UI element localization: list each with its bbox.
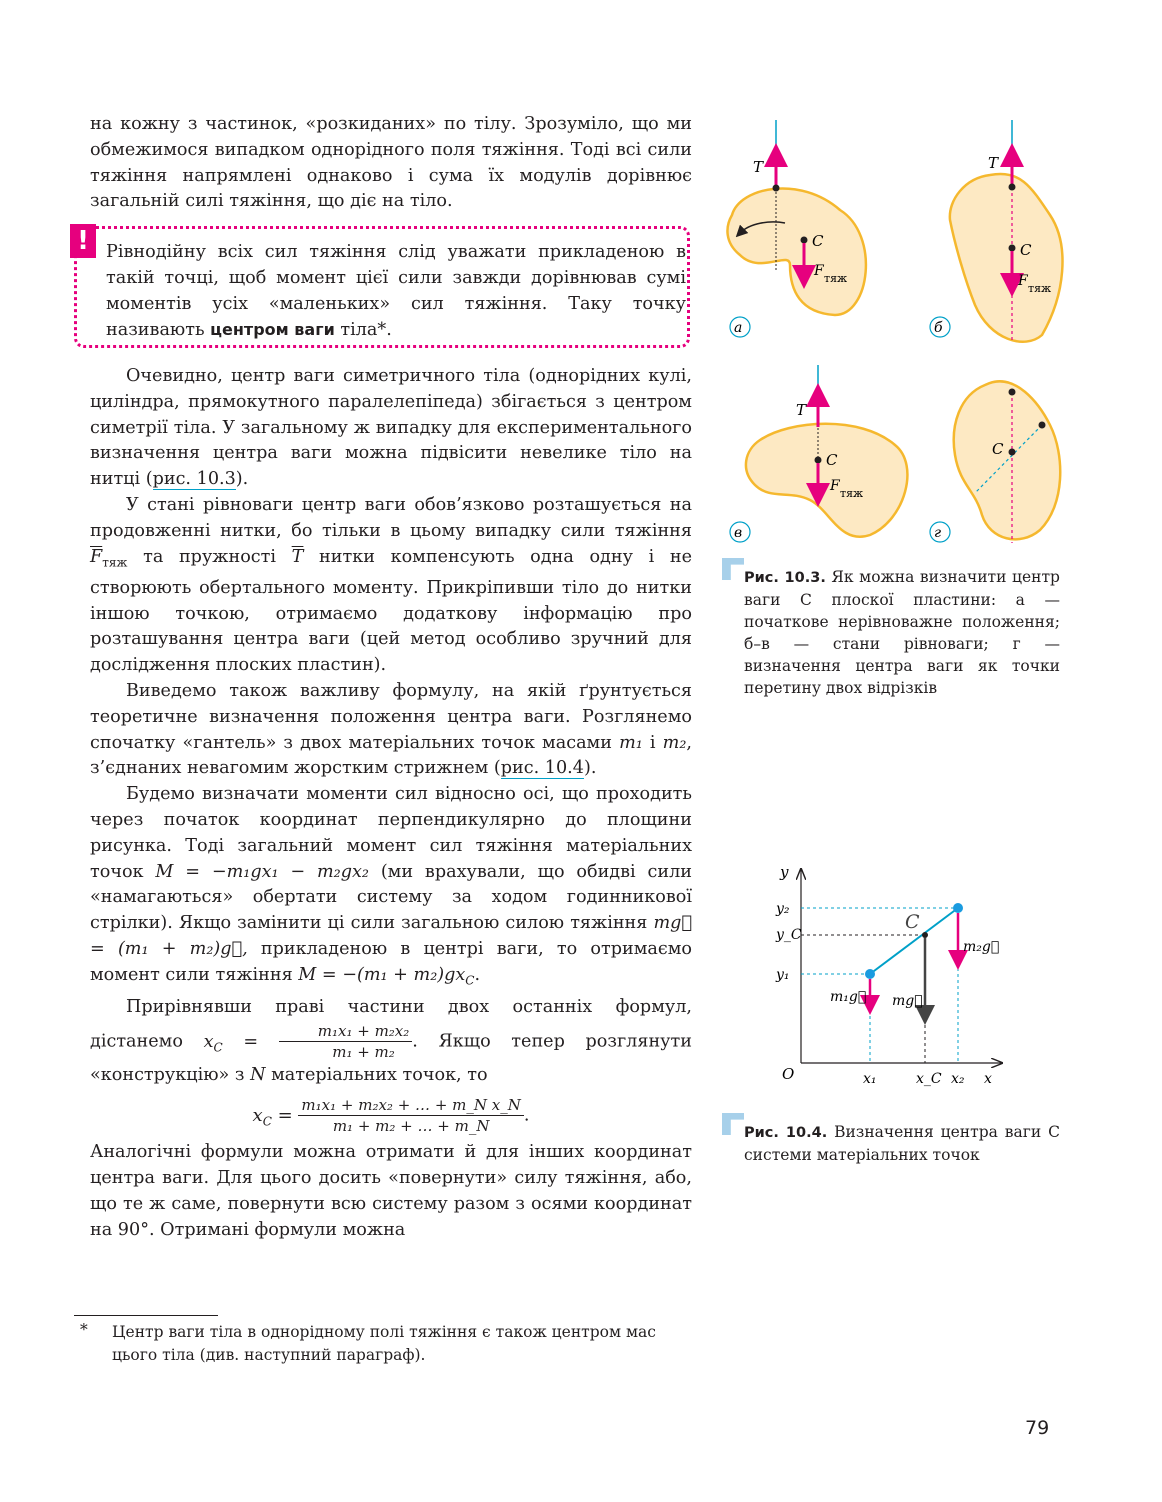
svg-text:T: T xyxy=(988,154,999,172)
formula-moment-total: $M = -(m_1 + m_2)gx_C$ xyxy=(298,964,475,988)
svg-text:O: O xyxy=(782,1065,795,1083)
svg-text:C: C xyxy=(1020,241,1032,259)
svg-text:C: C xyxy=(992,440,1004,458)
rule-text: Рівнодійну всіх сил тяжіння слід уважати прикладеною в такій точці, щоб момент цієї сили завжди дорівнював сумі моментів усіх «маленьких» сил тяжіння. Таку точку називають центром ваги тіла*. xyxy=(106,242,686,341)
svg-text:тяж: тяж xyxy=(1028,282,1052,295)
svg-text:y₂: y₂ xyxy=(776,901,790,917)
plate-b xyxy=(930,120,1062,343)
svg-text:в: в xyxy=(734,525,743,541)
svg-text:F: F xyxy=(1018,273,1028,289)
paragraph-5: Будемо визначати моменти сил відносно осі, що проходить через початок координат перпендикулярно до площини рисунка. Тоді загальний момент сил тяжіння матеріальних точок M = −m₁gx₁ − m₂gx₂ (ми врахували, що обидві сили «намагаються» обертати систему за ходом годинникової стрілки). Якщо замінити ці сили загальною силою тяжіння mg⃗ = (m₁ + m₂)g⃗, прикладеною в центрі ваги, то отримаємо момент сили тяжіння $M = -(m_1 + m_2)gx_C$. xyxy=(90,784,693,988)
link-fig-10-3[interactable]: рис. 10.3 xyxy=(152,469,236,490)
main-text xyxy=(90,364,692,1243)
svg-text:F: F xyxy=(830,478,840,494)
svg-text:mg⃗: mg⃗ xyxy=(892,993,923,1009)
paragraph-3: У стані рівноваги центр ваги обов’язково розташується на продовженні нитки, бо тільки в цьому випадку сили тяжіння $\overline{F}_{тяж}$ та пружності $\overline{T}$ нитки компенсують одна одну і не створюють обертального моменту. Прикріпивши тіло до нитки іншою точкою, отримаємо додаткову інформацію про розташування центра ваги (цей метод особливо зручний для дослідження плоских пластин). xyxy=(90,494,692,676)
svg-text:C: C xyxy=(905,911,920,933)
footnote-star: * xyxy=(80,1321,88,1339)
plate-c xyxy=(730,365,907,542)
paragraph-6: Прирівнявши праві частини двох останніх формул, дістанемо $x_C$ = $\frac{\text{m₁x₁ + m₂x₂}}{\text{m₁ + m₂}}$ . Якщо тепер розглянути «конструкцію» з N матеріальних точок, то xyxy=(90,997,692,1086)
svg-text:F: F xyxy=(814,263,824,279)
svg-text:тяж: тяж xyxy=(840,487,864,500)
svg-text:x₁: x₁ xyxy=(863,1071,877,1087)
formula-total-gravity: mg⃗ = (m₁ + m₂)g⃗, xyxy=(90,913,692,960)
svg-text:y_C: y_C xyxy=(776,927,802,943)
plate-d xyxy=(930,381,1060,543)
caption-fig-10-4: Рис. 10.4. Визначення центра ваги C системи матеріальних точок xyxy=(744,1123,1060,1164)
link-fig-10-4[interactable]: рис. 10.4 xyxy=(500,758,584,779)
svg-text:y₁: y₁ xyxy=(776,967,790,983)
formula-xc-lhs: $x_C$ = xyxy=(203,1031,279,1055)
svg-text:m₁g⃗: m₁g⃗ xyxy=(830,989,867,1005)
svg-text:а: а xyxy=(734,320,743,336)
caption-mark-icon xyxy=(722,558,744,580)
paragraph-7: Аналогічні формули можна отримати й для інших координат центра ваги. Для цього досить «повернути» силу тяжіння, або, що те ж саме, повернути всю систему разом з осями координат на 90°. Отримані формули можна xyxy=(90,1142,692,1240)
svg-text:x: x xyxy=(984,1071,992,1087)
figure-10-4 xyxy=(770,855,1040,1095)
svg-text:г: г xyxy=(934,525,942,541)
svg-text:x_C: x_C xyxy=(916,1071,942,1087)
svg-text:тяж: тяж xyxy=(824,272,848,285)
term-center-of-gravity: центром ваги xyxy=(210,320,335,340)
equation-xc-general: $x_C$ = $\frac{\text{m₁x₁ + m₂x₂ + … + m\_N x\_N}}{\text{m₁ + m₂ + … + m\_N}}$ . xyxy=(252,1096,530,1136)
svg-text:x₂: x₂ xyxy=(951,1071,965,1087)
svg-text:m₂g⃗: m₂g⃗ xyxy=(963,939,1000,955)
paragraph-1: на кожну з частинок, «розкиданих» по тілу. Зрозуміло, що ми обмежимося випадком однорідного поля тяжіння. Тоді всі сили тяжіння напрямлені однаково і сума їх модулів дорівнює загальній силі тяжіння, що діє на тіло. xyxy=(90,114,692,212)
svg-text:C: C xyxy=(826,451,838,469)
svg-text:C: C xyxy=(812,232,824,250)
force-gravity-symbol: $\overline{F}_{тяж}$ xyxy=(90,546,128,570)
paragraph-4: Виведемо також важливу формулу, на якій ґрунтується теоретичне визначення положення центра ваги. Розглянемо спочатку «гантель» з двох матеріальних точок масами m₁ і m₂, з’єднаних невагомим жорстким стрижнем (рис. 10.4). xyxy=(90,681,692,779)
paragraph-2: Очевидно, центр ваги симетричного тіла (однорідних кулі, циліндра, прямокутного паралелепіпеда) збігається з центром симетрії тіла. У загальному ж випадку для експериментального визначення центра ваги можна підвісити невелике тіло на нитці (рис. 10.3). xyxy=(90,366,692,490)
caption-fig-10-3: Рис. 10.3. Як можна визначити центр ваги C плоскої пластини: а — початкове нерівноважне положення; б–в — стани рівноваги; г — визначення центра ваги як точки перетину двох відрізків xyxy=(744,568,1060,697)
page-number: 79 xyxy=(1025,1417,1050,1439)
plate-a xyxy=(727,120,865,337)
svg-text:T: T xyxy=(796,401,807,419)
svg-text:б: б xyxy=(934,320,943,336)
svg-text:T: T xyxy=(753,158,764,176)
exclamation-icon: ! xyxy=(70,224,96,258)
svg-text:y: y xyxy=(780,863,789,881)
formula-moment-sum: M = −m₁gx₁ − m₂gx₂ xyxy=(155,861,369,882)
caption-mark-icon xyxy=(722,1113,744,1135)
formula-xc-fraction: $\frac{\text{m₁x₁ + m₂x₂}}{\text{m₁ + m₂}}$ xyxy=(279,1021,413,1062)
force-tension-symbol: $\overline{T}$ xyxy=(291,546,304,567)
footnote-rule xyxy=(74,1315,218,1316)
figure-10-3 xyxy=(720,115,1070,555)
footnote: Центр ваги тіла в однорідному полі тяжіння є також центром мас цього тіла (див. наступний параграф). xyxy=(112,1323,656,1364)
